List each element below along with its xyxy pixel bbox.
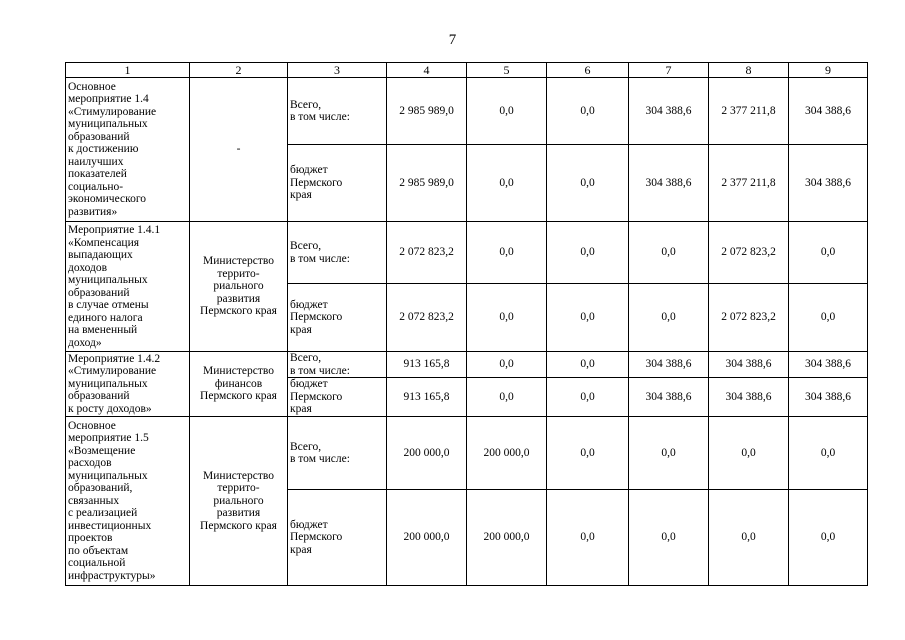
column-header: 3 bbox=[288, 63, 387, 78]
column-header: 8 bbox=[709, 63, 789, 78]
value-cell: 0,0 bbox=[467, 352, 547, 378]
value-cell: 304 388,6 bbox=[789, 78, 868, 145]
value-cell: 200 000,0 bbox=[387, 490, 467, 586]
value-cell: 0,0 bbox=[629, 284, 709, 352]
budget-table bbox=[65, 62, 868, 586]
executor: Министерство финансов Пермского края bbox=[190, 352, 288, 417]
value-cell: 0,0 bbox=[467, 378, 547, 417]
value-cell: 304 388,6 bbox=[709, 352, 789, 378]
value-cell: 0,0 bbox=[547, 490, 629, 586]
column-header: 1 bbox=[66, 63, 190, 78]
value-cell: 304 388,6 bbox=[629, 352, 709, 378]
value-cell: 0,0 bbox=[547, 352, 629, 378]
table-row-total bbox=[66, 352, 868, 378]
value-cell: 0,0 bbox=[467, 222, 547, 284]
value-cell: 2 985 989,0 bbox=[387, 78, 467, 145]
funding-source-total: Всего, в том числе: bbox=[288, 352, 387, 378]
value-cell: 200 000,0 bbox=[387, 417, 467, 490]
value-cell: 304 388,6 bbox=[629, 378, 709, 417]
value-cell: 0,0 bbox=[629, 222, 709, 284]
value-cell: 0,0 bbox=[467, 145, 547, 222]
column-header: 5 bbox=[467, 63, 547, 78]
value-cell: 304 388,6 bbox=[709, 378, 789, 417]
funding-source-budget: бюджет Пермского края bbox=[288, 284, 387, 352]
value-cell: 2 072 823,2 bbox=[387, 284, 467, 352]
value-cell: 304 388,6 bbox=[629, 145, 709, 222]
value-cell: 2 072 823,2 bbox=[387, 222, 467, 284]
table-row-total bbox=[66, 222, 868, 284]
value-cell: 2 072 823,2 bbox=[709, 284, 789, 352]
value-cell: 304 388,6 bbox=[789, 378, 868, 417]
value-cell: 0,0 bbox=[629, 490, 709, 586]
column-header: 7 bbox=[629, 63, 709, 78]
activity-name: Мероприятие 1.4.1 «Компенсация выпадающих доходов муниципальных образований в случае отмены единого налога на вмененный доход» bbox=[66, 222, 190, 352]
value-cell: 0,0 bbox=[709, 417, 789, 490]
value-cell: 2 377 211,8 bbox=[709, 145, 789, 222]
value-cell: 0,0 bbox=[547, 145, 629, 222]
value-cell: 0,0 bbox=[547, 78, 629, 145]
funding-source-budget: бюджет Пермского края bbox=[288, 145, 387, 222]
table-header-row bbox=[66, 63, 868, 78]
column-header: 4 bbox=[387, 63, 467, 78]
value-cell: 0,0 bbox=[467, 78, 547, 145]
value-cell: 304 388,6 bbox=[789, 145, 868, 222]
value-cell: 0,0 bbox=[789, 490, 868, 586]
value-cell: 913 165,8 bbox=[387, 378, 467, 417]
activity-name: Основное мероприятие 1.4 «Стимулирование муниципальных образований к достижению наилучших показателей социально- экономического развития» bbox=[66, 78, 190, 222]
value-cell: 0,0 bbox=[467, 284, 547, 352]
value-cell: 2 072 823,2 bbox=[709, 222, 789, 284]
table-row-total bbox=[66, 417, 868, 490]
value-cell: 0,0 bbox=[789, 222, 868, 284]
activity-name: Мероприятие 1.4.2 «Стимулирование муниципальных образований к росту доходов» bbox=[66, 352, 190, 417]
value-cell: 0,0 bbox=[547, 378, 629, 417]
value-cell: 200 000,0 bbox=[467, 417, 547, 490]
executor: Министерство террито- риального развития Пермского края bbox=[190, 417, 288, 586]
column-header: 6 bbox=[547, 63, 629, 78]
value-cell: 0,0 bbox=[547, 417, 629, 490]
value-cell: 2 985 989,0 bbox=[387, 145, 467, 222]
page-number: 7 bbox=[448, 32, 457, 48]
table-row-total bbox=[66, 78, 868, 145]
value-cell: 200 000,0 bbox=[467, 490, 547, 586]
funding-source-total: Всего, в том числе: bbox=[288, 78, 387, 145]
activity-name: Основное мероприятие 1.5 «Возмещение расходов муниципальных образований, связанных с реализацией инвестиционных проектов по объектам социальной инфраструктуры» bbox=[66, 417, 190, 586]
value-cell: 304 388,6 bbox=[629, 78, 709, 145]
executor: - bbox=[190, 78, 288, 222]
value-cell: 0,0 bbox=[789, 417, 868, 490]
value-cell: 0,0 bbox=[629, 417, 709, 490]
funding-source-budget: бюджет Пермского края bbox=[288, 378, 387, 417]
value-cell: 2 377 211,8 bbox=[709, 78, 789, 145]
value-cell: 0,0 bbox=[547, 284, 629, 352]
column-header: 9 bbox=[789, 63, 868, 78]
value-cell: 913 165,8 bbox=[387, 352, 467, 378]
funding-source-total: Всего, в том числе: bbox=[288, 222, 387, 284]
executor: Министерство террито- риального развития Пермского края bbox=[190, 222, 288, 352]
value-cell: 0,0 bbox=[709, 490, 789, 586]
column-header: 2 bbox=[190, 63, 288, 78]
value-cell: 0,0 bbox=[547, 222, 629, 284]
funding-source-budget: бюджет Пермского края bbox=[288, 490, 387, 586]
funding-source-total: Всего, в том числе: bbox=[288, 417, 387, 490]
value-cell: 304 388,6 bbox=[789, 352, 868, 378]
value-cell: 0,0 bbox=[789, 284, 868, 352]
